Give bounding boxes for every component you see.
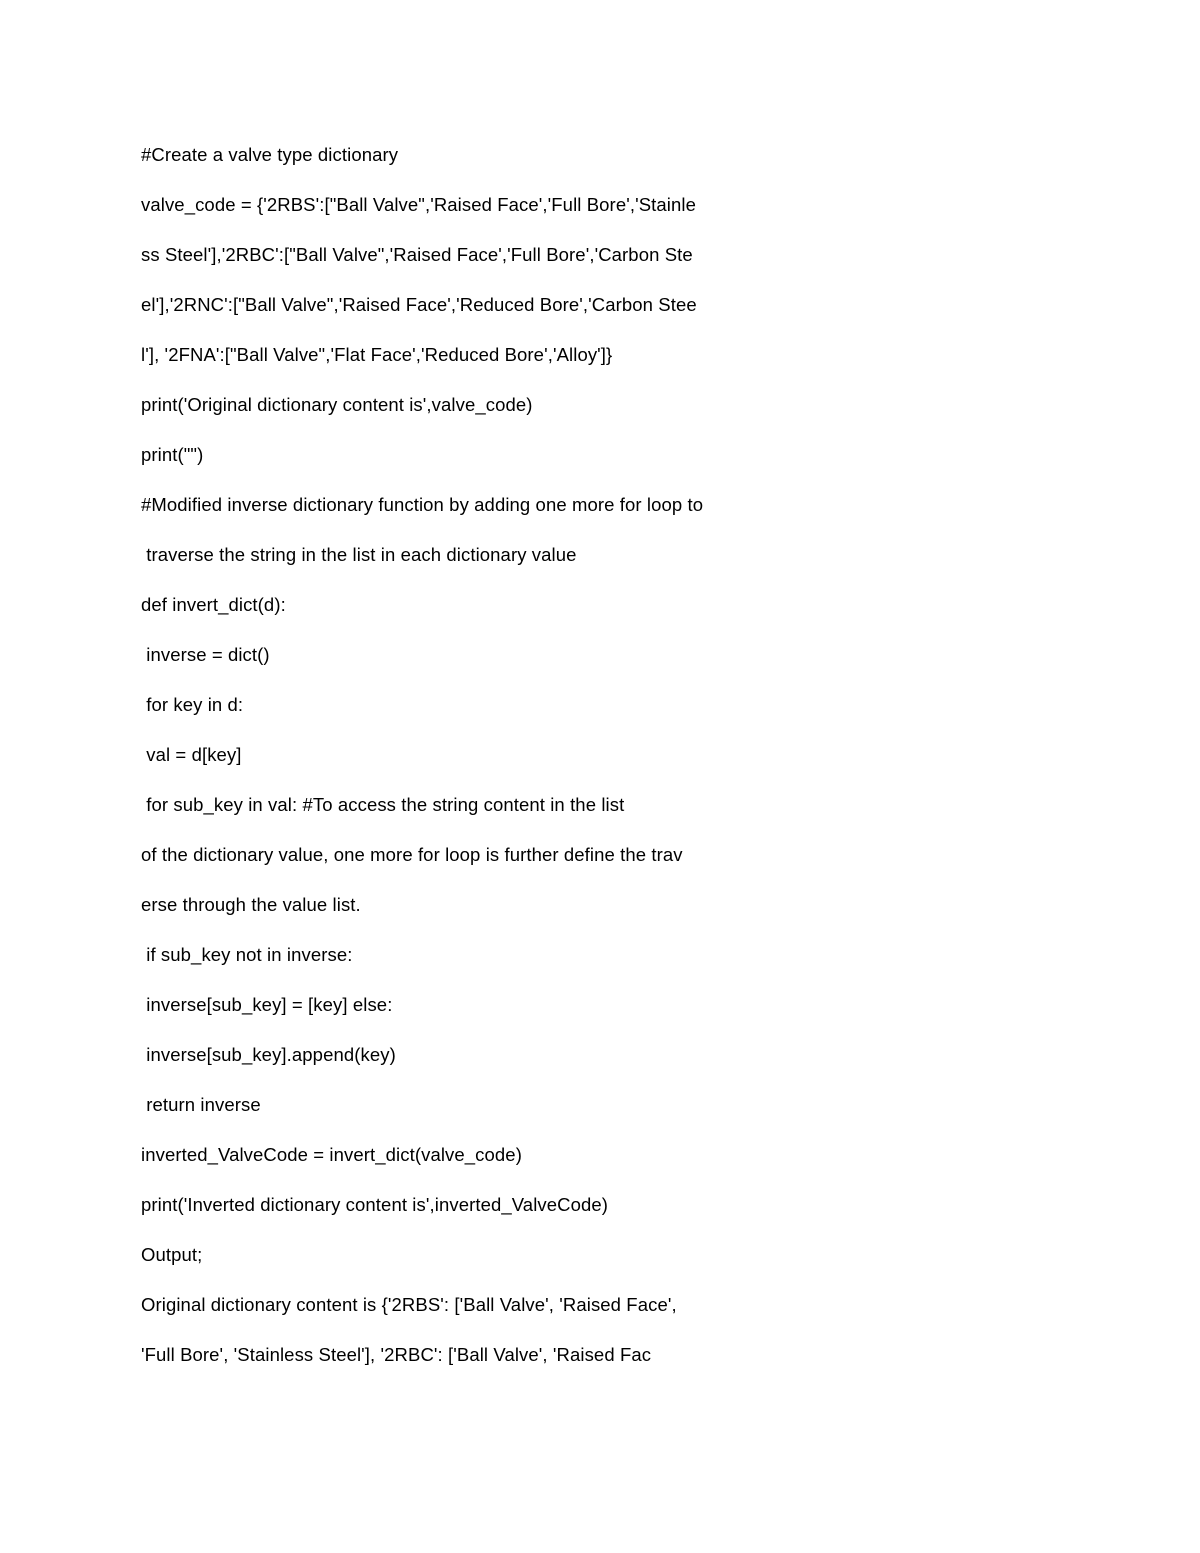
text-line: inverted_ValveCode = invert_dict(valve_code): [141, 1144, 522, 1165]
text-line: ss Steel'],'2RBC':["Ball Valve",'Raised Face','Full Bore','Carbon Ste: [141, 244, 693, 265]
text-line: l'], '2FNA':["Ball Valve",'Flat Face','Reduced Bore','Alloy']}: [141, 344, 613, 365]
text-line: el'],'2RNC':["Ball Valve",'Raised Face','Reduced Bore','Carbon Stee: [141, 294, 697, 315]
text-line: print('Inverted dictionary content is',inverted_ValveCode): [141, 1194, 609, 1215]
text-line: inverse[sub_key] = [key] else:: [141, 994, 393, 1015]
text-line: if sub_key not in inverse:: [141, 944, 353, 965]
text-line: traverse the string in the list in each dictionary value: [141, 544, 577, 565]
text-line: val = d[key]: [141, 744, 242, 765]
text-line: valve_code = {'2RBS':["Ball Valve",'Raised Face','Full Bore','Stainle: [141, 194, 696, 215]
text-line: print(""): [141, 444, 204, 465]
text-line: of the dictionary value, one more for loop is further define the trav: [141, 844, 683, 865]
text-line: #Create a valve type dictionary: [141, 144, 399, 165]
text-line: erse through the value list.: [141, 894, 361, 915]
code-text-block: [141, 140, 1101, 1390]
text-line: inverse = dict(): [141, 644, 270, 665]
text-line: 'Full Bore', 'Stainless Steel'], '2RBC': ['Ball Valve', 'Raised Fac: [141, 1344, 652, 1365]
text-line: Output;: [141, 1244, 203, 1265]
text-line: #Modified inverse dictionary function by adding one more for loop to: [141, 494, 704, 515]
text-line: def invert_dict(d):: [141, 594, 286, 615]
text-line: return inverse: [141, 1094, 261, 1115]
text-line: inverse[sub_key].append(key): [141, 1044, 396, 1065]
text-line: for key in d:: [141, 694, 244, 715]
text-line: Original dictionary content is {'2RBS': ['Ball Valve', 'Raised Face',: [141, 1294, 677, 1315]
text-line: print('Original dictionary content is',valve_code): [141, 394, 533, 415]
text-line: for sub_key in val: #To access the string content in the list: [141, 794, 625, 815]
